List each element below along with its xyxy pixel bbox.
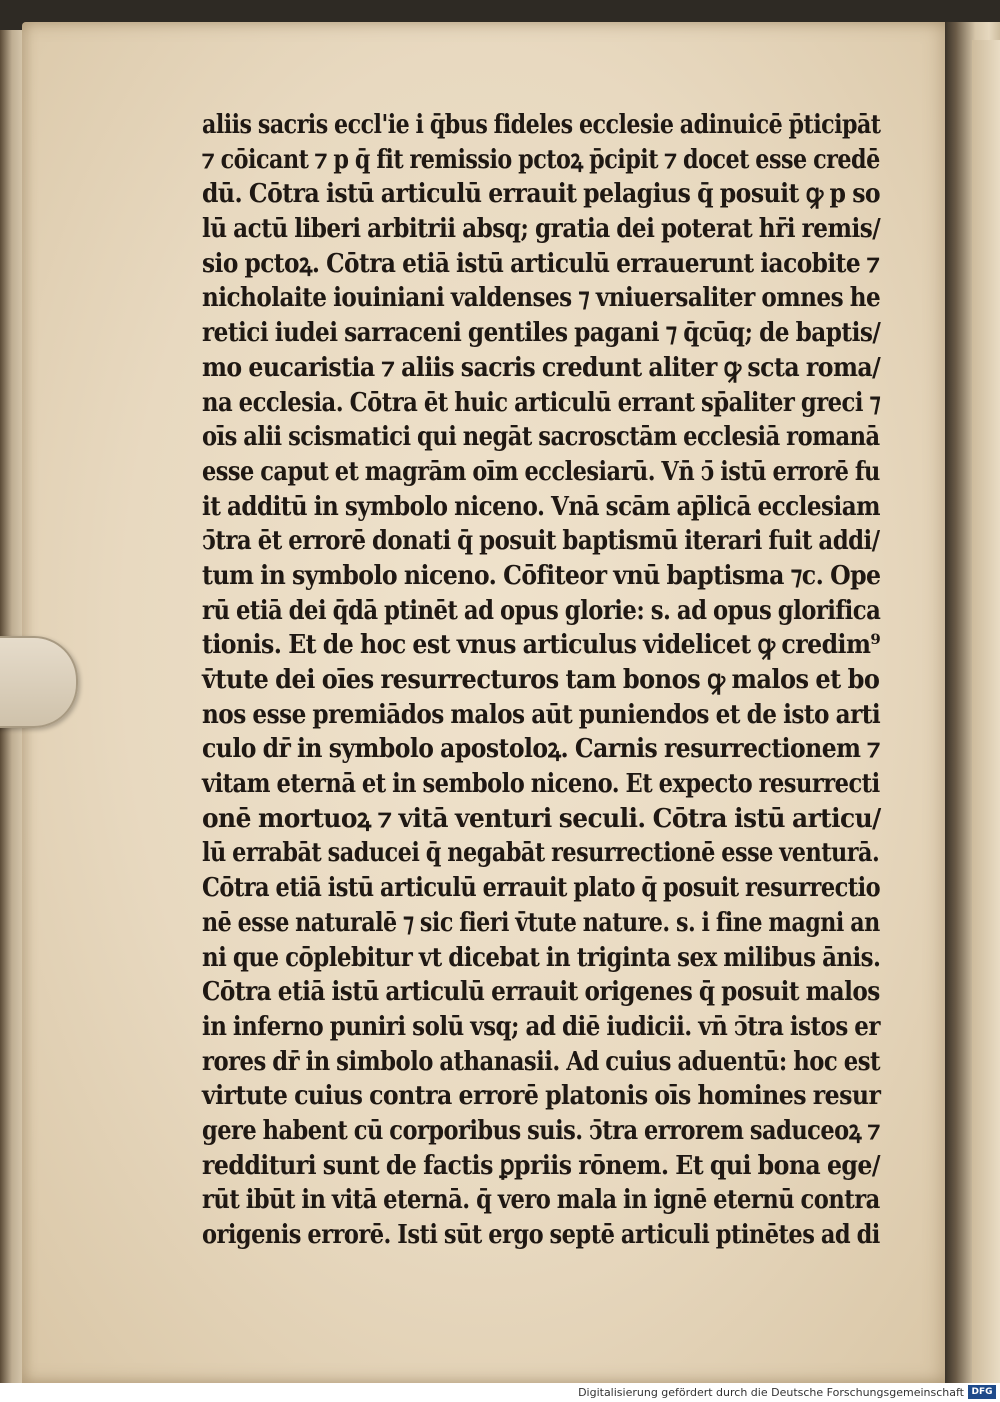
text-block [202, 108, 880, 1253]
text-line: tum in symbolo niceno. Cōfiteor vnū baptisma ⁊c. Ope [202, 560, 881, 591]
text-line: culo dr̄ in symbolo apostoloꝝ. Carnis resurrectionem ⁊ [202, 734, 881, 765]
text-line: origenis errorē. Isti sūt ergo septē articuli ptinētes ad di [202, 1220, 880, 1250]
text-line: nos esse premiādos malos aūt puniendos et de isto arti [202, 699, 881, 730]
text-line: sio pctoꝝ. Cōtra etiā istū articulū errauerunt iacobite ⁊ [202, 248, 880, 279]
facing-page-edge [972, 40, 1000, 1383]
text-line: gere habent cū corporibus suis. ↄ̄tra errorem saduceoꝝ ⁊ [202, 1115, 880, 1146]
funding-credit: Digitalisierung gefördert durch die Deutsche Forschungsgemeinschaft [578, 1386, 964, 1399]
text-line: vitam eternā et in sembolo niceno. Et expecto resurrecti [202, 769, 880, 800]
text-line: dū. Cōtra istū articulū errauit pelagius q̄ posuit ꝙ p so [202, 179, 881, 210]
text-line: nicholaite iouiniani valdenses ⁊ vniuersaliter omnes he [202, 283, 881, 314]
text-line: esse caput et magrām oīm ecclesiarū. Vn̄ ↄ̄ istū errorē fu [202, 456, 880, 487]
text-line: lū actū liberi arbitrii absq; gratia dei poterat hr̄i remis/ [202, 214, 881, 245]
text-line: mo eucaristia ⁊ aliis sacris credunt aliter ꝙ scta roma/ [202, 352, 881, 383]
text-line: tionis. Et de hoc est vnus articulus videlicet ꝙ credim⁹ [202, 630, 881, 661]
footer-bar [0, 1383, 1000, 1402]
text-line: aliis sacris eccl'ie i q̄bus fideles ecclesie adinuicē p̄ticipāt [202, 110, 881, 140]
text-line: rū etiā dei q̄dā ptinēt ad opus glorie: s. ad opus glorifica [202, 595, 881, 626]
text-line: reddituri sunt de factis ꝑpriis rōnem. Et qui bona ege/ [202, 1150, 880, 1181]
text-line: v̄tute dei oīes resurrecturos tam bonos ꝙ malos et bo [202, 665, 880, 695]
text-line: Cōtra etiā istū articulū errauit origenes q̄ posuit malos [202, 977, 880, 1008]
text-line: Cōtra etiā istū articulū errauit plato q̄ posuit resurrectio [202, 873, 881, 904]
show-through-bleed [420, 66, 670, 96]
text-line: na ecclesia. Cōtra ēt huic articulū errant sp̄aliter greci ⁊ [202, 387, 881, 418]
text-line: rores dr̄ in simbolo athanasii. Ad cuius aduentū: hoc est [202, 1046, 880, 1077]
text-line: rūt ibūt in vitā eternā. q̄ vero mala in ignē eternū contra [202, 1185, 880, 1216]
text-line: in inferno puniri solū vsq; ad diē iudicii. vn̄ ↄ̄tra istos er [202, 1011, 880, 1042]
text-line: it additū in symbolo niceno. Vnā scām ap̄licā ecclesiam [202, 491, 881, 522]
text-line: virtute cuius contra errorē platonis oīs homines resur [202, 1081, 881, 1112]
text-line: onē mortuoꝝ ⁊ vitā venturi seculi. Cōtra istū articu/ [202, 803, 881, 834]
text-line: ⁊ cōicant ⁊ p q̄ fit remissio pctoꝝ p̄cipit ⁊ docet esse credē [202, 144, 880, 175]
text-line: oīs alii scismatici qui negāt sacrosctām ecclesiā romanā [202, 422, 880, 453]
text-line: lū errabāt saducei q̄ negabāt resurrectionē esse venturā. [202, 838, 880, 869]
text-line: retici iudei sarraceni gentiles pagani ⁊ q̄cūq; de baptis/ [202, 318, 881, 349]
text-line: ni que cōplebitur vt dicebat in triginta sex milibus ānis. [202, 942, 881, 973]
text-line: ↄ̄tra ēt errorē donati q̄ posuit baptismū iterari fuit addi/ [202, 526, 880, 557]
dfg-logo: DFG [968, 1385, 996, 1399]
text-line: nē esse naturalē ⁊ sic fieri v̄tute nature. s. i fine magni an [202, 907, 880, 938]
